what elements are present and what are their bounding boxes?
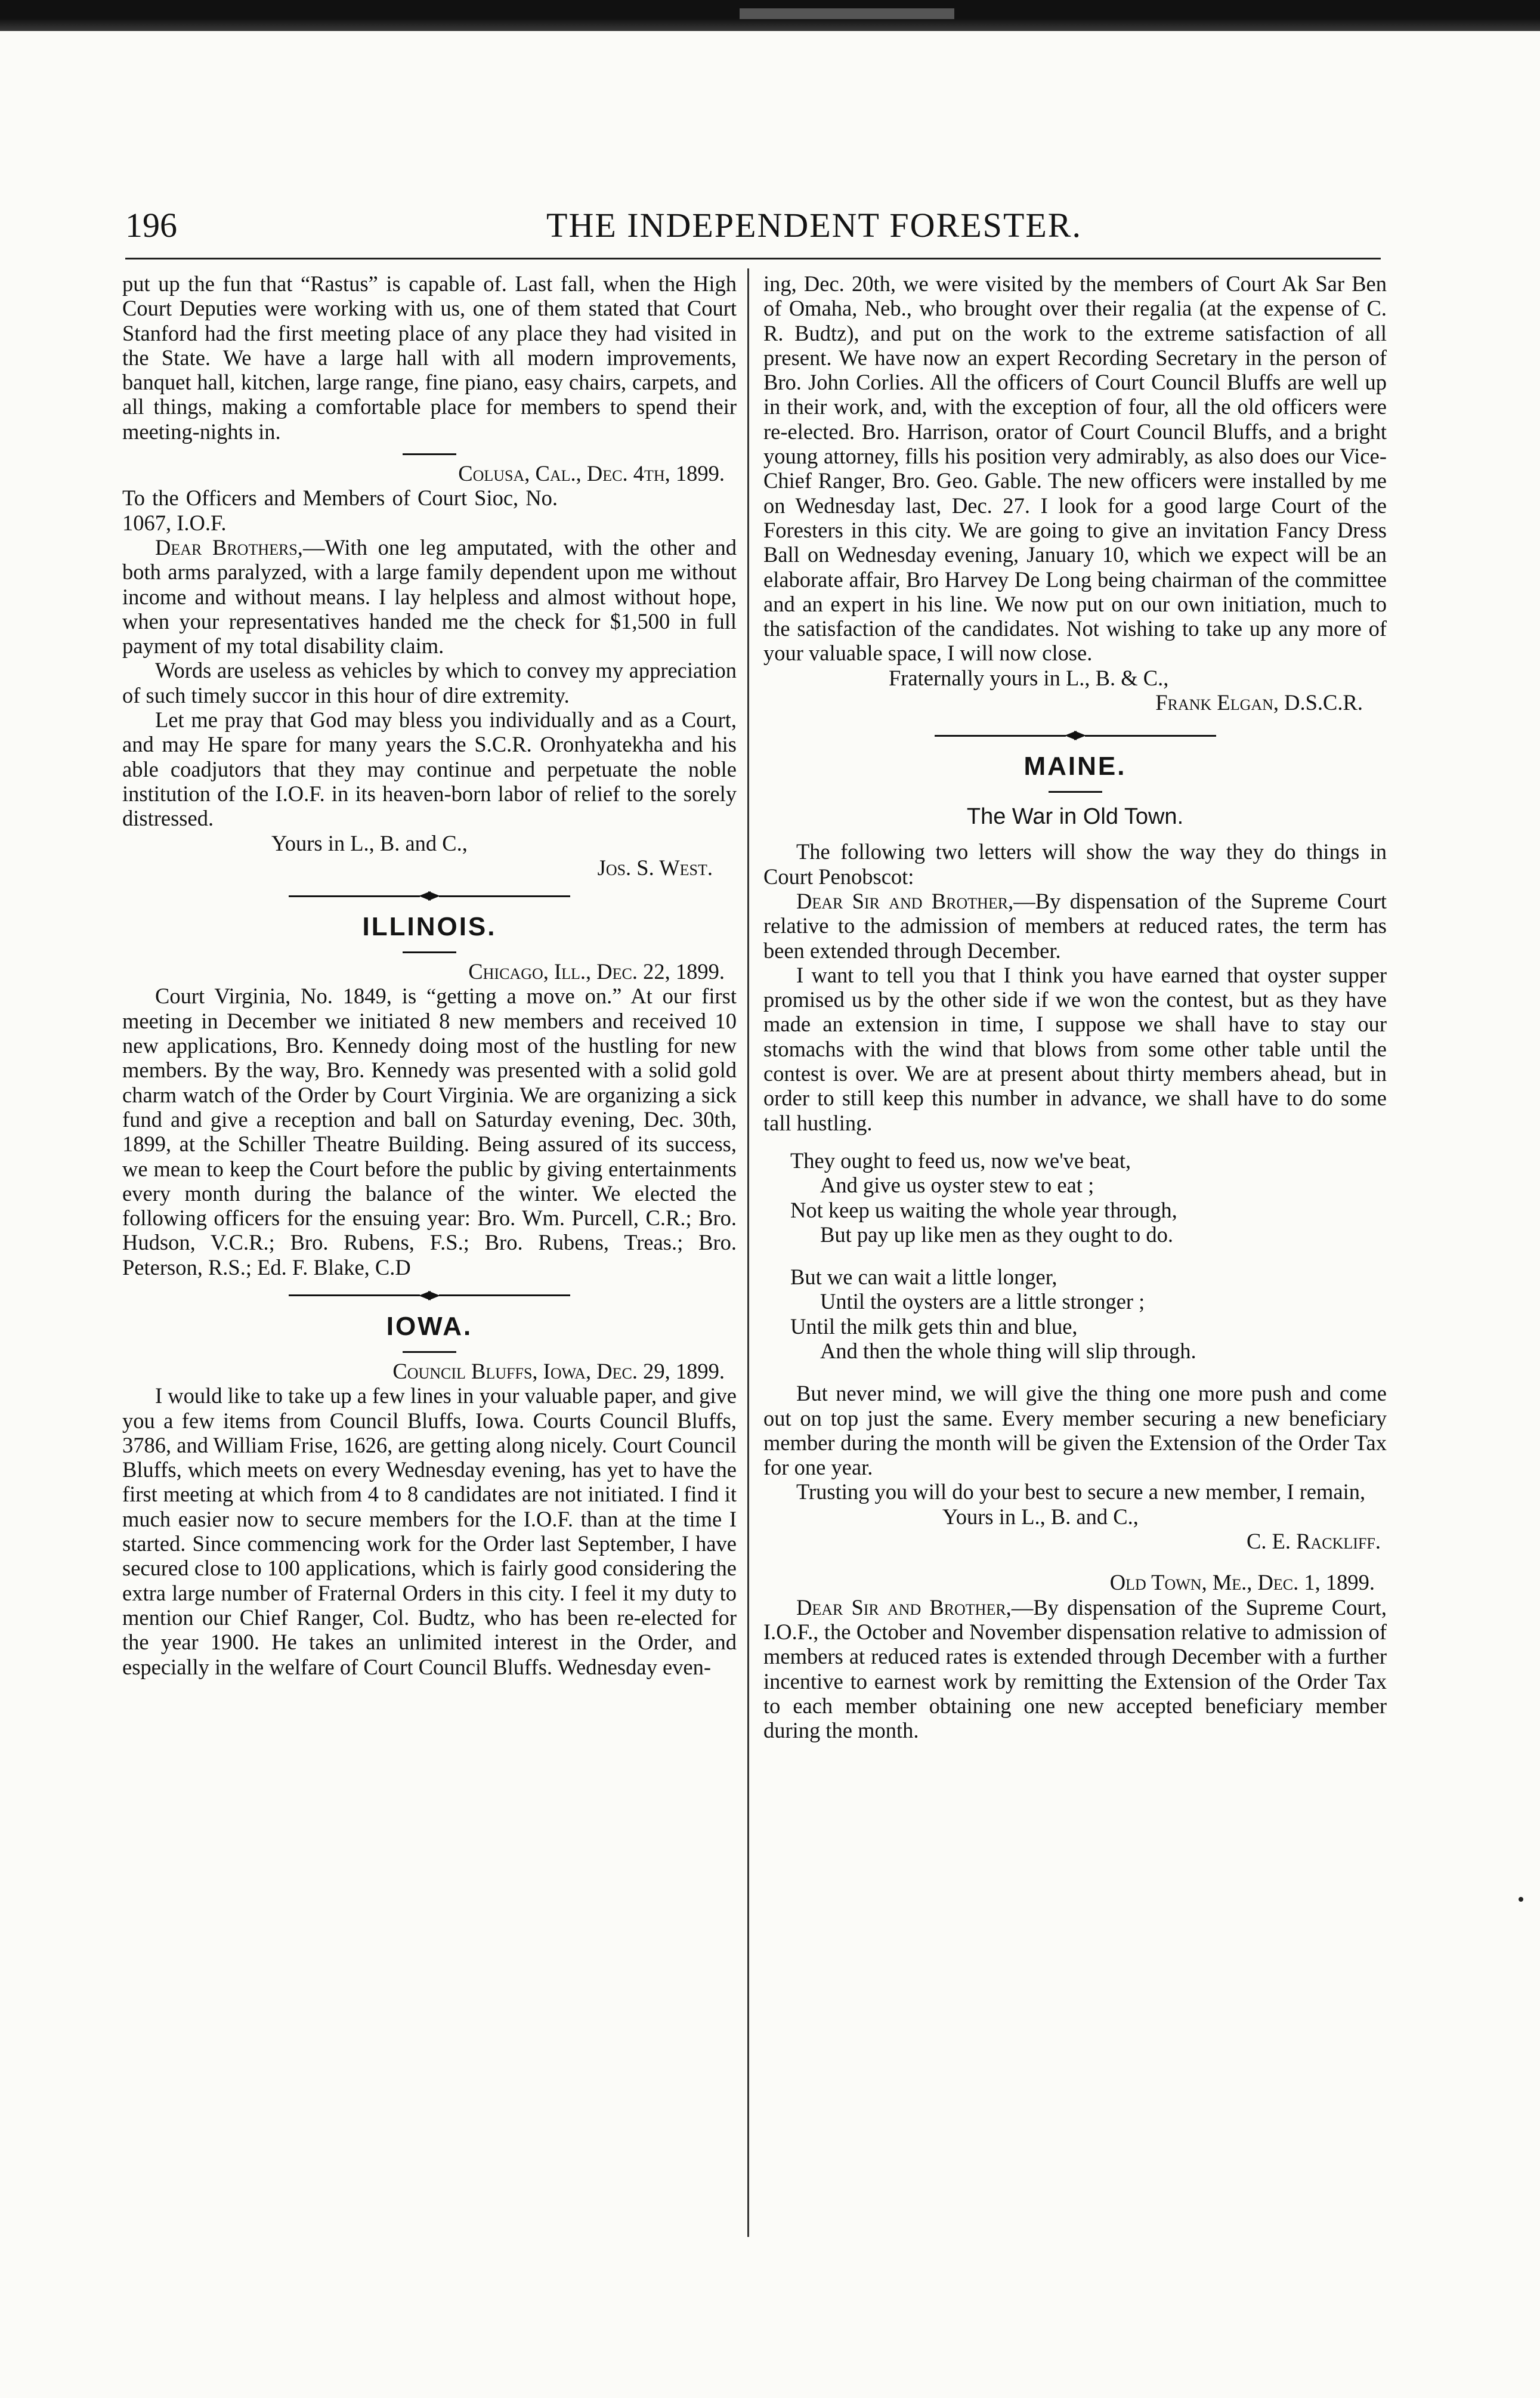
ornament-divider: [122, 886, 737, 906]
illinois-heading: ILLINOIS.: [362, 912, 497, 942]
letter1-paragraph-3: But never mind, we will give the thing one more push and come out on top just the same. Every member securing a new beneficiary member during the month will be given the Extension of the Order Tax for one year.: [763, 1381, 1387, 1480]
iowa-paragraph: I would like to take up a few lines in your valuable paper, and give you a few items from Council Bluffs, Iowa. Courts Council Bluffs, 3786, and William Frise, 1626, are getting along nicely. Court Council Bluffs, which meets on every Wednesday evening, has yet to have the first meeting at which from 4 to 8 candidates are not initiated. I find it much easier now to secure members for the I.O.F. than at the time I started. Since commencing work for the Order last September, I have secured close to 100 applications, which is fairly good considering the extra large number of Fraternal Orders in this city. I feel it my duty to mention our Chief Ranger, Col. Budtz, who has been re-elected for the year 1900. He takes an unlimited interest in the Order, and especially in the welfare of Court Council Bluffs. Wednesday even-: [122, 1383, 737, 1679]
salutation: Dear Sir and Brother,: [796, 888, 1014, 913]
separator-rule: [403, 951, 456, 953]
colusa-paragraph-2: Words are useless as vehicles by which to convey my appreciation of such timely succor in this hour of dire extremity.: [122, 658, 737, 707]
letter2-paragraph: Dear Sir and Brother,—By dispensation of the Supreme Court, I.O.F., the October and November dispensation relative to admission of members at reduced rates is extended through December with a further incentive to earnest work by remitting the Extension of the Order Tax to each member obtaining one new accepted beneficiary member during the month.: [763, 1594, 1387, 1743]
poem-line: And give us oyster stew to eat ;: [820, 1173, 1094, 1198]
scan-speck: [1519, 1897, 1523, 1902]
colusa-paragraph-1: Dear Brothers,—With one leg amputated, with the other and both arms paralyzed, with a large family dependent upon me without income and without means. I lay helpless and almost without hope, when your representatives handed me the check for $1,500 in full payment of my total disability claim.: [122, 534, 737, 659]
letter2-dateline: Old Town, Me., Dec. 1, 1899.: [1109, 1570, 1375, 1595]
letter1-paragraph-1: Dear Sir and Brother,—By dispensation of the Supreme Court relative to the admission of members at reduced rates, the term has been extended through December.: [763, 888, 1387, 963]
illinois-paragraph: Court Virginia, No. 1849, is “getting a move on.” At our first meeting in December we initiated 8 new members and received 10 new applications, Bro. Kennedy doing most of the hustling for new members. By the way, Bro. Kennedy was presented with a solid gold charm watch of the Order by Court Virginia. We are organizing a sick fund and give a reception and ball on Saturday evening, Dec. 30th, 1899, at the Schiller Theatre Building. Being assured of its success, we mean to keep the Court before the public by giving entertainments every month during the balance of the winter. We elected the following officers for the ensuing year: Bro. Wm. Purcell, C.R.; Bro. Hudson, V.C.R.; Bro. Rubens, F.S.; Bro. Rubens, Treas.; Bro. Peterson, R.S.; Ed. F. Blake, C.D: [122, 984, 737, 1280]
salutation: Dear Sir and Brother,: [796, 1594, 1012, 1620]
poem-line: But pay up like men as they ought to do.: [820, 1222, 1174, 1247]
poem-line: And then the whole thing will slip through.: [820, 1338, 1196, 1363]
colusa-dateline: Colusa, Cal., Dec. 4th, 1899.: [458, 461, 725, 486]
letter1-signature: C. E. Rackliff.: [1247, 1529, 1381, 1554]
left-column: [122, 271, 737, 1679]
ornament-divider: [763, 725, 1387, 746]
iowa-signature: Frank Elgan, D.S.C.R.: [1155, 690, 1363, 715]
letter1-closing: Yours in L., B. and C.,: [942, 1504, 1139, 1529]
illinois-dateline: Chicago, Ill., Dec. 22, 1899.: [468, 959, 725, 984]
maine-intro: The following two letters will show the way they do things in Court Penobscot:: [763, 839, 1387, 889]
column-divider: [747, 268, 749, 2237]
right-column: [763, 271, 1387, 1742]
ornament-divider: [122, 1285, 737, 1306]
iowa-dateline: Council Bluffs, Iowa, Dec. 29, 1899.: [392, 1358, 725, 1383]
separator-rule: [403, 1351, 456, 1353]
letter1-paragraph-4: Trusting you will do your best to secure a new member, I remain,: [796, 1479, 1366, 1504]
header-rule: [125, 258, 1381, 259]
iowa-heading: IOWA.: [386, 1311, 473, 1341]
iowa-letter-continued: ing, Dec. 20th, we were visited by the members of Court Ak Sar Ben of Omaha, Neb., who brought over their regalia (at the expense of C. R. Budtz), and put on the work to the extreme satisfaction of all present. We have now an expert Recording Secretary in the person of Bro. John Corlies. All the officers of Court Council Bluffs are well up in their work, and, with the exception of four, all the old officers were re-elected. Bro. Harrison, orator of Court Council Bluffs, and a bright young attorney, fills his position very admirably, as also does our Vice-Chief Ranger, Bro. Geo. Gable. The new officers were installed by me on Wednesday last, Dec. 27. I look for a good large Court of the Foresters in this city. We are going to give an invitation Fancy Dress Ball on Wednesday evening, January 10, which we expect will be an elaborate affair, Bro Harvey De Long being chairman of the committee and an expert in his line. We now put on our own initiation, much to the satisfaction of the candidates. Not wishing to take up any more of your valuable space, I will now close.: [763, 271, 1387, 666]
letter1-paragraph-2: I want to tell you that I think you have earned that oyster supper promised us by the other side if we won the contest, but as they have made an extension in time, I suppose we shall have to stay our stomachs with the wind that blows from some other table until the contest is over. We are at present about thirty members ahead, but in order to still keep this number in advance, we shall have to do some tall hustling.: [763, 962, 1387, 1135]
colusa-signature: Jos. S. West.: [597, 855, 713, 880]
colusa-closing: Yours in L., B. and C.,: [271, 830, 468, 855]
maine-heading: MAINE.: [1023, 752, 1127, 781]
poem-line: Until the milk gets thin and blue,: [790, 1314, 1078, 1339]
poem-line: They ought to feed us, now we've beat,: [790, 1148, 1131, 1173]
running-title: THE INDEPENDENT FORESTER.: [546, 206, 1082, 245]
poem: [763, 1148, 1387, 1363]
separator-rule: [403, 453, 456, 455]
maine-subheading: The War in Old Town.: [966, 804, 1184, 830]
scan-top-border: [0, 0, 1540, 31]
iowa-closing: Fraternally yours in L., B. & C.,: [889, 665, 1169, 690]
separator-rule: [1049, 791, 1102, 793]
page-number: 196: [125, 206, 177, 245]
page-header: [125, 202, 1402, 249]
salutation: Dear Brothers,: [155, 534, 303, 560]
colusa-paragraph-3: Let me pray that God may bless you individually and as a Court, and may He spare for many years the S.C.R. Oronhyatekha and his able coadjutors that they may continue and perpetuate the noble institution of the I.O.F. in its heaven-born labor of relief to the sorely distressed.: [122, 707, 737, 831]
stanford-letter-end: put up the fun that “Rastus” is capable of. Last fall, when the High Court Deputies were working with us, one of them stated that Court Stanford had the first meeting place of any place they had visited in the State. We have a large hall with all modern improvements, banquet hall, kitchen, large range, fine piano, easy chairs, carpets, and all things, making a comfortable place for members to spend their meeting-nights in.: [122, 271, 737, 444]
poem-line: Until the oysters are a little stronger ;: [820, 1289, 1145, 1314]
poem-line: Not keep us waiting the whole year through,: [790, 1197, 1177, 1222]
colusa-address: To the Officers and Members of Court Sioc, No. 1067, I.O.F.: [122, 486, 558, 535]
poem-line: But we can wait a little longer,: [790, 1265, 1057, 1290]
